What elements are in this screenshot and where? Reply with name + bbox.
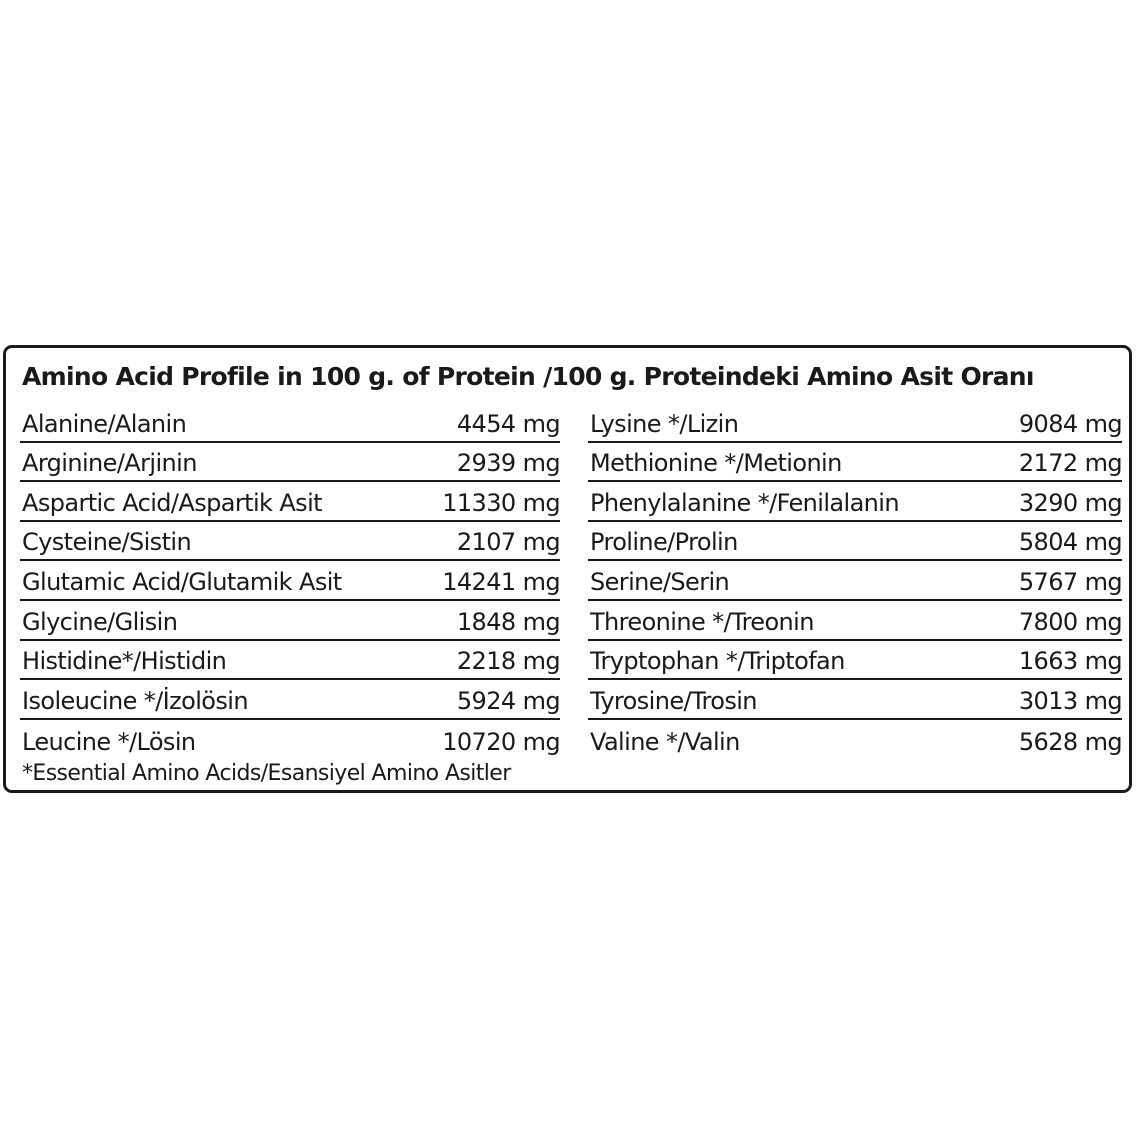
amino-acid-name: Isoleucine */İzolösin xyxy=(22,686,248,715)
amino-acid-amount: 14241 mg xyxy=(442,567,560,596)
left-column xyxy=(20,403,560,759)
amino-acid-name: Threonine */Treonin xyxy=(590,607,814,636)
amino-acid-amount: 9084 mg xyxy=(1018,409,1122,438)
amino-acid-name: Lysine */Lizin xyxy=(590,409,739,438)
table-row xyxy=(20,522,560,562)
amino-acid-name: Glutamic Acid/Glutamik Asit xyxy=(22,567,342,596)
amino-acid-name: Phenylalanine */Fenilalanin xyxy=(590,488,899,517)
table-row xyxy=(588,641,1122,681)
table-row xyxy=(588,443,1122,483)
amino-acid-amount: 2172 mg xyxy=(1018,449,1122,478)
amino-acid-amount: 2939 mg xyxy=(456,449,560,478)
amino-acid-name: Leucine */Lösin xyxy=(22,728,196,757)
amino-acid-amount: 5767 mg xyxy=(1018,567,1122,596)
table-row xyxy=(588,680,1122,720)
table-row xyxy=(588,720,1122,760)
amino-acid-amount: 11330 mg xyxy=(442,488,560,517)
table-row xyxy=(588,522,1122,562)
amino-acid-name: Valine */Valin xyxy=(590,728,740,757)
table-row xyxy=(20,601,560,641)
amino-acid-amount: 2218 mg xyxy=(456,647,560,676)
table-row xyxy=(588,601,1122,641)
table-row xyxy=(588,561,1122,601)
amino-acid-name: Arginine/Arjinin xyxy=(22,449,197,478)
amino-acid-amount: 5804 mg xyxy=(1018,528,1122,557)
table-row xyxy=(20,561,560,601)
table-row xyxy=(20,403,560,443)
amino-acid-amount: 3290 mg xyxy=(1018,488,1122,517)
table-title: Amino Acid Profile in 100 g. of Protein /100 g. Proteindeki Amino Asit Oranı xyxy=(22,362,1034,391)
amino-acid-name: Methionine */Metionin xyxy=(590,449,842,478)
amino-acid-name: Proline/Prolin xyxy=(590,528,738,557)
amino-acid-name: Tyrosine/Trosin xyxy=(590,686,757,715)
table-row xyxy=(588,482,1122,522)
table-row xyxy=(20,482,560,522)
amino-acid-table xyxy=(3,345,1132,793)
amino-acid-amount: 3013 mg xyxy=(1018,686,1122,715)
amino-acid-amount: 5924 mg xyxy=(456,686,560,715)
amino-acid-name: Histidine*/Histidin xyxy=(22,647,227,676)
amino-acid-amount: 10720 mg xyxy=(442,728,560,757)
amino-acid-name: Aspartic Acid/Aspartik Asit xyxy=(22,488,322,517)
amino-acid-name: Glycine/Glisin xyxy=(22,607,178,636)
amino-acid-amount: 5628 mg xyxy=(1018,728,1122,757)
footnote: *Essential Amino Acids/Esansiyel Amino Asitler xyxy=(22,761,511,786)
table-row xyxy=(20,641,560,681)
table-row xyxy=(588,403,1122,443)
amino-acid-amount: 2107 mg xyxy=(456,528,560,557)
right-column xyxy=(588,403,1122,759)
amino-acid-name: Alanine/Alanin xyxy=(22,409,187,438)
amino-acid-name: Serine/Serin xyxy=(590,567,730,596)
table-row xyxy=(20,443,560,483)
amino-acid-amount: 1663 mg xyxy=(1018,647,1122,676)
amino-acid-name: Cysteine/Sistin xyxy=(22,528,192,557)
amino-acid-name: Tryptophan */Triptofan xyxy=(590,647,845,676)
amino-acid-amount: 7800 mg xyxy=(1018,607,1122,636)
amino-acid-amount: 4454 mg xyxy=(456,409,560,438)
amino-acid-amount: 1848 mg xyxy=(456,607,560,636)
table-row xyxy=(20,680,560,720)
table-row xyxy=(20,720,560,760)
